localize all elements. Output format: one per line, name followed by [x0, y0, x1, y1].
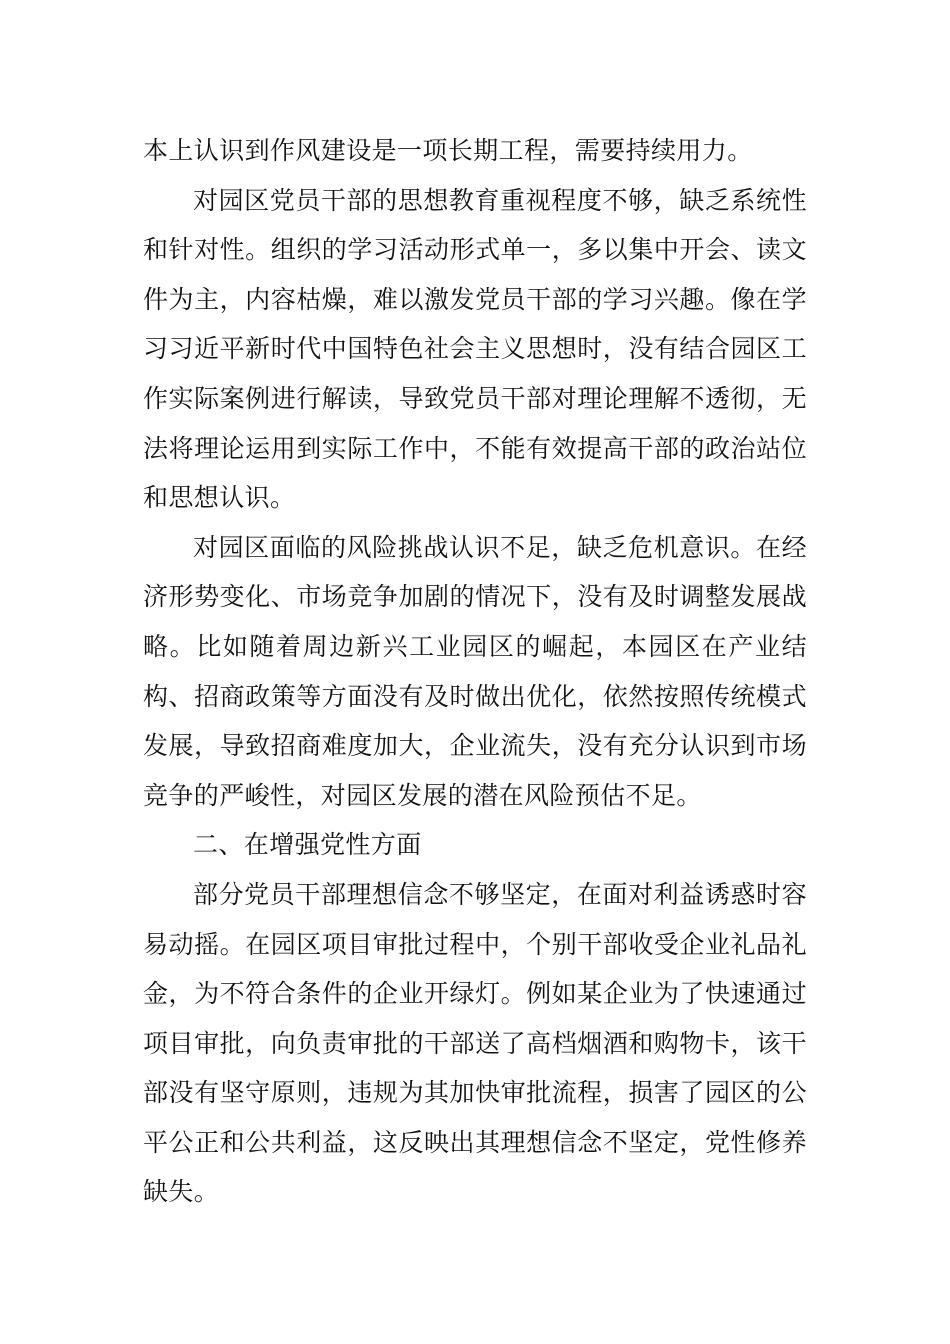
document-body: [143, 126, 807, 1217]
paragraph-risk-awareness: 对园区面临的风险挑战认识不足，缺乏危机意识。在经济形势变化、市场竞争加剧的情况下，没有及时调整发展战略。比如随着周边新兴工业园区的崛起，本园区在产业结构、招商政策等方面没有及时做出优化，依然按照传统模式发展，导致招商难度加大，企业流失，没有充分认识到市场竞争的严峻性，对园区发展的潜在风险预估不足。: [143, 532, 807, 810]
section-heading: 二、在增强党性方面: [193, 830, 422, 860]
paragraph-ideological-education: 对园区党员干部的思想教育重视程度不够，缺乏系统性和针对性。组织的学习活动形式单一，多以集中开会、读文件为主，内容枯燥，难以激发党员干部的学习兴趣。像在学习习近平新时代中国特色社会主义思想时，没有结合园区工作实际案例进行解读，导致党员干部对理论理解不透彻，无法将理论运用到实际工作中，不能有效提高干部的政治站位和思想认识。: [143, 185, 807, 513]
paragraph-party-spirit: 部分党员干部理想信念不够坚定，在面对利益诱惑时容易动摇。在园区项目审批过程中，个别干部收受企业礼品礼金，为不符合条件的企业开绿灯。例如某企业为了快速通过项目审批，向负责审批的干部送了高档烟酒和购物卡，该干部没有坚守原则，违规为其加快审批流程，损害了园区的公平公正和公共利益，这反映出其理想信念不坚定，党性修养缺失。: [143, 879, 807, 1207]
paragraph-continuation: 本上认识到作风建设是一项长期工程，需要持续用力。: [143, 136, 753, 165]
